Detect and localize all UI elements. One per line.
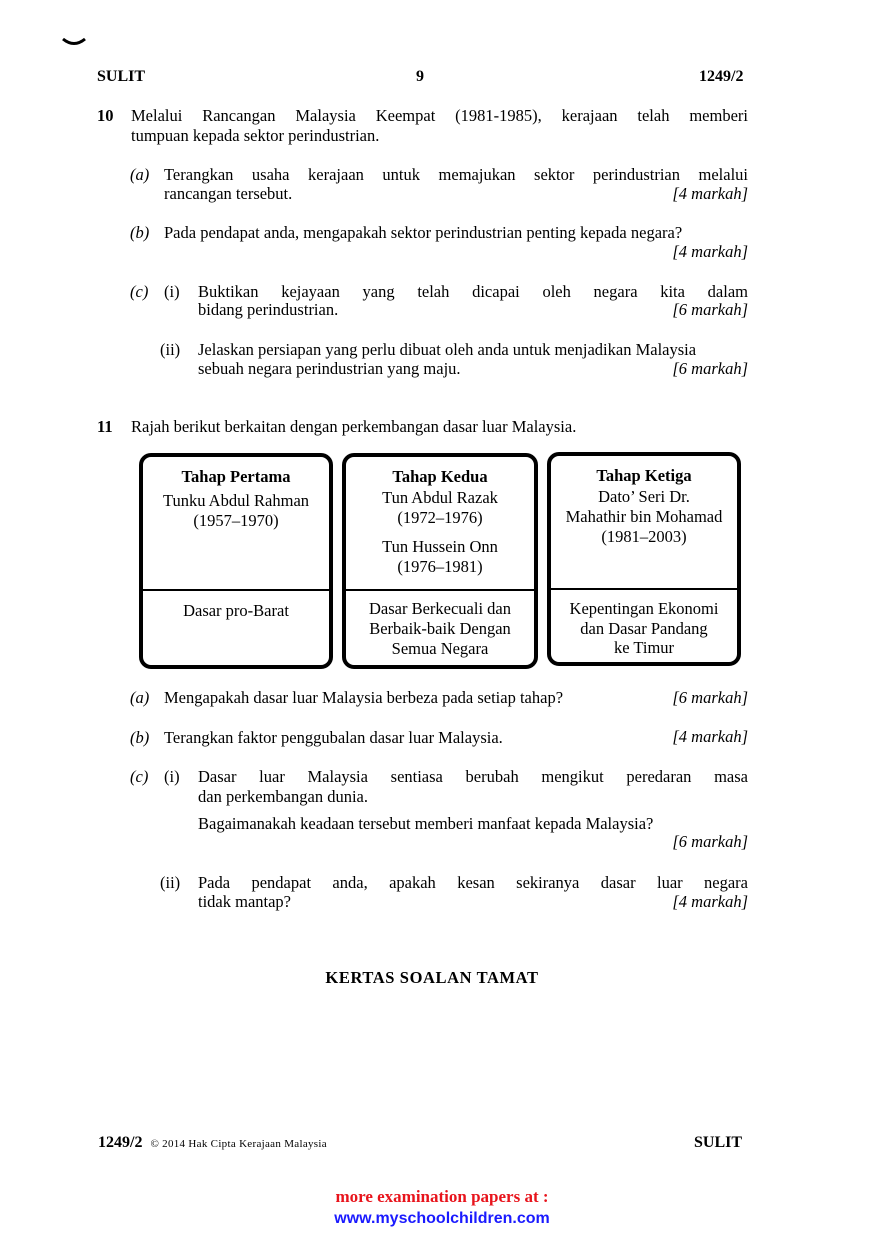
q11c-label: (c) bbox=[130, 767, 149, 786]
q11cii-line1: Pada pendapat anda, apakah kesan sekiranya dasar luar negara bbox=[198, 873, 748, 892]
stage-3-title: Tahap Ketiga bbox=[596, 466, 692, 485]
stage-1-leader-line2: (1957–1970) bbox=[193, 511, 279, 530]
stage-3-policy-line2: dan Dasar Pandang bbox=[580, 619, 708, 638]
q10ci-line1: Buktikan kejayaan yang telah dicapai oleh negara kita dalam bbox=[198, 282, 748, 301]
corner-mark bbox=[62, 36, 86, 48]
q11cii-marks: [4 markah] bbox=[672, 892, 748, 911]
q10a-line2: rancangan tersebut. bbox=[164, 184, 293, 203]
q10cii-marks: [6 markah] bbox=[672, 359, 748, 378]
paper-code: 1249/2 bbox=[699, 68, 744, 85]
q10c-label: (c) bbox=[130, 282, 149, 301]
q11ci-line1: Dasar luar Malaysia sentiasa berubah mengikut peredaran masa bbox=[198, 767, 748, 786]
stage-3-divider bbox=[551, 588, 737, 590]
q11cii-line2: tidak mantap? bbox=[198, 892, 292, 911]
stage-3-leader-line1: Dato’ Seri Dr. bbox=[598, 487, 690, 506]
stage-2-leader-line3: Tun Hussein Onn bbox=[382, 537, 498, 556]
end-of-paper-text: KERTAS SOALAN TAMAT bbox=[325, 968, 539, 987]
stage-2-leader-line1: Tun Abdul Razak bbox=[382, 488, 498, 507]
stage-3-leader-line2: Mahathir bin Mohamad bbox=[565, 507, 723, 526]
q11ci-line2: dan perkembangan dunia. bbox=[198, 787, 368, 806]
q11b-label: (b) bbox=[130, 728, 150, 747]
stage-box-1 bbox=[139, 453, 333, 669]
stage-box-3 bbox=[547, 452, 741, 666]
question-10-number: 10 bbox=[97, 106, 114, 125]
stage-2-policy-line1: Dasar Berkecuali dan bbox=[368, 599, 511, 618]
stage-2-leader-line4: (1976–1981) bbox=[397, 557, 483, 576]
q11ci-marks: [6 markah] bbox=[672, 832, 748, 851]
stage-1-policy-line1: Dasar pro-Barat bbox=[183, 601, 289, 620]
q11b-line1: Terangkan faktor penggubalan dasar luar Malaysia. bbox=[164, 728, 503, 747]
q11b-marks: [4 markah] bbox=[672, 727, 748, 746]
q10a-line1: Terangkan usaha kerajaan untuk memajukan sektor perindustrian melalui bbox=[164, 165, 748, 184]
stage-3-policy-line3: ke Timur bbox=[613, 638, 675, 657]
stage-2-policy-line3: Semua Negara bbox=[391, 639, 489, 658]
stage-2-policy-line2: Berbaik-baik Dengan bbox=[369, 619, 511, 638]
q10cii-line1: Jelaskan persiapan yang perlu dibuat oleh anda untuk menjadikan Malaysia bbox=[198, 340, 697, 359]
q11a-line1: Mengapakah dasar luar Malaysia berbeza pada setiap tahap? bbox=[164, 688, 564, 707]
stage-3-leader-line3: (1981–2003) bbox=[601, 527, 687, 546]
q10b-label: (b) bbox=[130, 223, 150, 242]
stage-box-2 bbox=[342, 453, 538, 669]
question-11-number: 11 bbox=[97, 417, 113, 436]
q11-stem: Rajah berikut berkaitan dengan perkembangan dasar luar Malaysia. bbox=[131, 417, 577, 436]
q10cii-line2: sebuah negara perindustrian yang maju. bbox=[198, 359, 461, 378]
q10b-marks: [4 markah] bbox=[672, 242, 748, 261]
page-number: 9 bbox=[416, 68, 424, 85]
stage-2-divider bbox=[346, 589, 534, 591]
stage-1-leader-line1: Tunku Abdul Rahman bbox=[162, 491, 310, 510]
q10a-label: (a) bbox=[130, 165, 150, 184]
promo-link[interactable]: www.myschoolchildren.com bbox=[334, 1210, 550, 1227]
header-sulit: SULIT bbox=[97, 68, 146, 85]
footer-copyright: © 2014 Hak Cipta Kerajaan Malaysia bbox=[150, 1138, 327, 1150]
q10-stem-line1: Melalui Rancangan Malaysia Keempat (1981-1985), kerajaan telah memberi bbox=[131, 106, 748, 125]
footer-code-block bbox=[98, 1134, 327, 1152]
q11cii-label: (ii) bbox=[160, 873, 181, 892]
stage-3-policy-line1: Kepentingan Ekonomi bbox=[569, 599, 719, 618]
q10-stem-line2: tumpuan kepada sektor perindustrian. bbox=[131, 126, 380, 145]
footer-code: 1249/2 bbox=[98, 1134, 143, 1151]
q11ci-label: (i) bbox=[164, 767, 180, 786]
footer-sulit: SULIT bbox=[694, 1134, 743, 1151]
q11ci-line3: Bagaimanakah keadaan tersebut memberi manfaat kepada Malaysia? bbox=[198, 814, 654, 833]
q10ci-line2: bidang perindustrian. bbox=[198, 300, 339, 319]
stage-2-title: Tahap Kedua bbox=[392, 467, 488, 486]
q11a-label: (a) bbox=[130, 688, 150, 707]
stage-2-leader-line2: (1972–1976) bbox=[397, 508, 483, 527]
promo-text: more examination papers at : bbox=[335, 1187, 549, 1206]
q10b-line1: Pada pendapat anda, mengapakah sektor perindustrian penting kepada negara? bbox=[164, 223, 683, 242]
q10ci-label: (i) bbox=[164, 282, 180, 301]
q10cii-label: (ii) bbox=[160, 340, 181, 359]
stage-1-divider bbox=[143, 589, 329, 591]
q10ci-marks: [6 markah] bbox=[672, 300, 748, 319]
stage-1-title: Tahap Pertama bbox=[181, 467, 291, 486]
q11a-marks: [6 markah] bbox=[672, 688, 748, 707]
q10a-marks: [4 markah] bbox=[672, 184, 748, 203]
